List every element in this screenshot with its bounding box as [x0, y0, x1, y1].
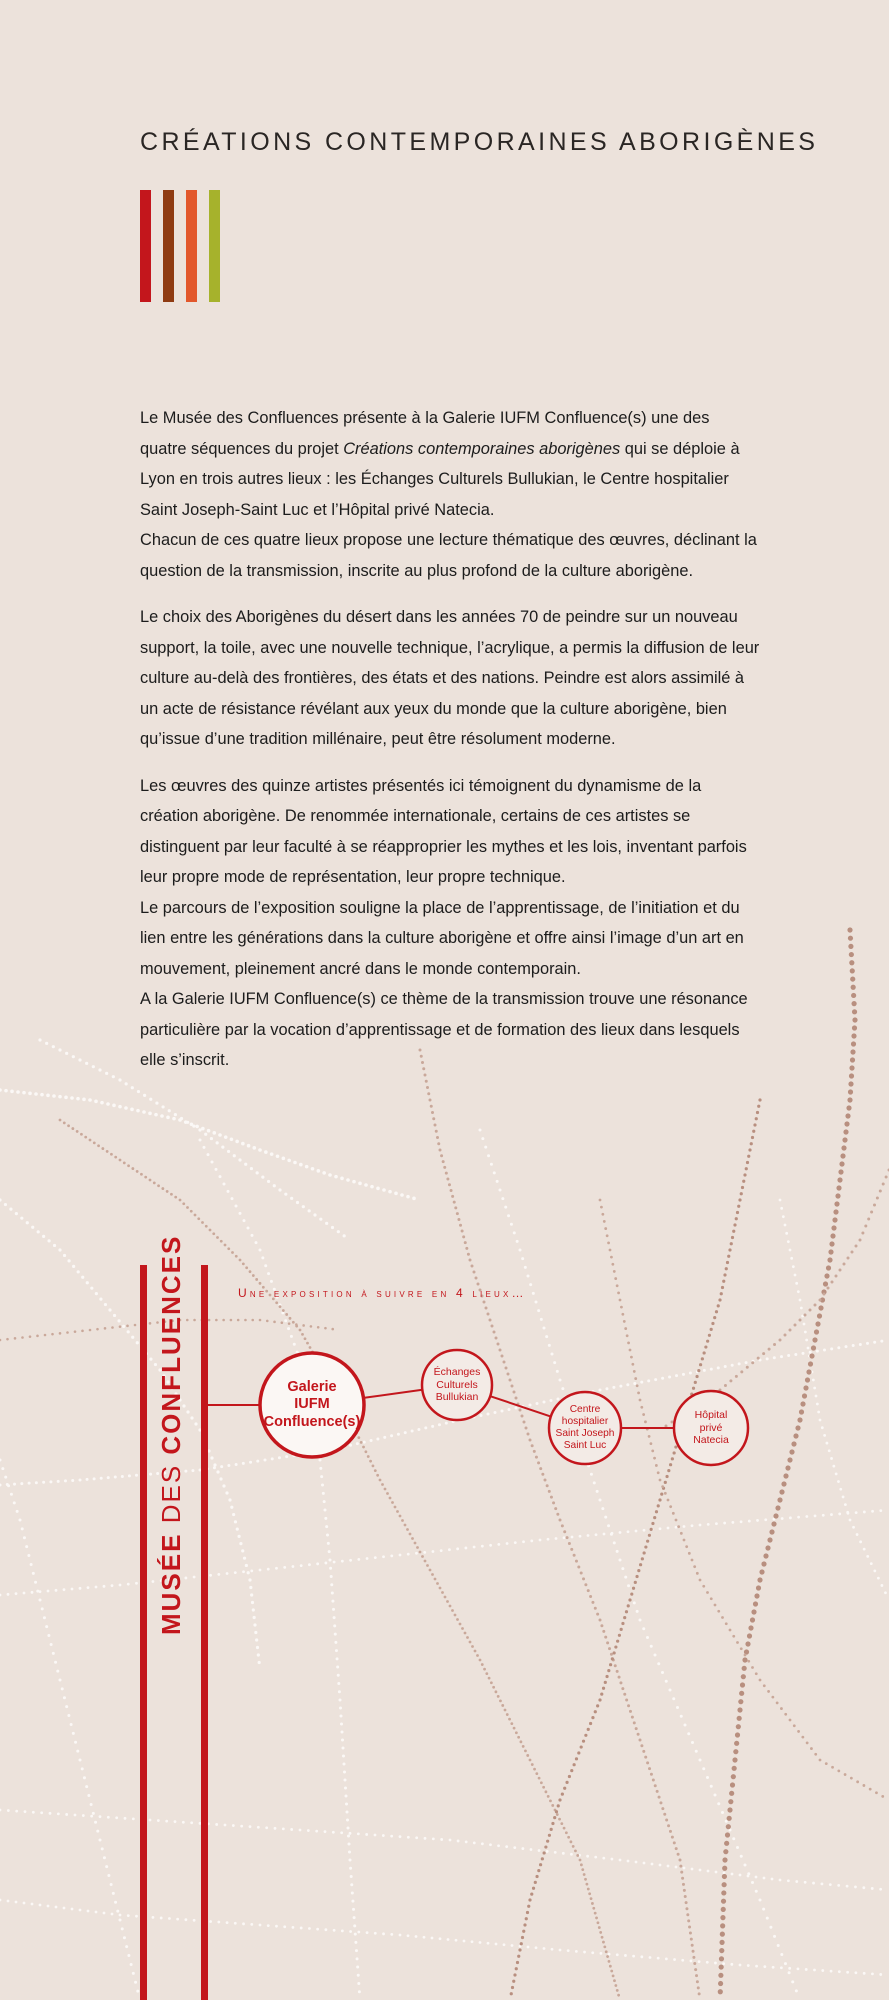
- location-label-centre-hospitalier: Centre hospitalier Saint Joseph Saint Luc: [555, 1403, 615, 1452]
- right-red-bar: [201, 1265, 208, 2000]
- logo-word-musee: MUSÉE: [156, 1532, 186, 1635]
- paragraph-2: Le choix des Aborigènes du désert dans les années 70 de peindre sur un nouveau support, la toile, avec une nouvelle technique, l’acrylique, a permis la diffusion de leur culture au-delà des frontières, des états et des nations. Peindre est alors assimilé à un acte de résistance révélant aux yeux du monde que la culture aborigène, bien qu’issue d’une tradition millénaire, peut être résolument moderne.: [140, 608, 760, 748]
- location-label-bullukian: Échanges Culturels Bullukian: [433, 1366, 481, 1404]
- paragraph-3-part-a: Les œuvres des quinze artistes présentés ici témoignent du dynamisme de la création aborigène. De renommée internationale, certains de ces artistes se distinguent par leur faculté à se réapproprier les mythes et les lois, inventant parfois leur propre mode de représentation, leur propre technique.: [140, 776, 747, 886]
- stripe-orange: [186, 190, 197, 302]
- paragraph-1-part-b: qui se déploie à Lyon en trois autres lieux : les Échanges Culturels Bullukian, le Centre hospitalier Saint Joseph-Saint Luc et l’Hôpital privé Natecia.: [140, 439, 740, 519]
- stripe-green: [209, 190, 220, 302]
- location-label-natecia: Hôpital privé Natecia: [693, 1409, 729, 1447]
- project-title-italic: Créations contemporaines aborigènes: [343, 439, 621, 458]
- logo-word-des: DES: [156, 1463, 186, 1524]
- paragraph-3: [140, 771, 760, 1076]
- stripe-brown: [163, 190, 174, 302]
- intro-text: [140, 403, 760, 1092]
- stripe-red: [140, 190, 151, 302]
- paragraph-1: [140, 403, 760, 586]
- paragraph-1-part-a: Le Musée des Confluences présente à la Galerie IUFM Confluence(s) une des quatre séquences du projet: [140, 409, 710, 458]
- paragraph-3-part-c: A la Galerie IUFM Confluence(s) ce thème de la transmission trouve une résonance particulière par la vocation d’apprentissage et de formation des lieux dans lesquels elle s’inscrit.: [140, 990, 748, 1069]
- connector-line: [364, 1390, 423, 1398]
- paragraph-3-part-b: Le parcours de l’exposition souligne la place de l’apprentissage, de l’initiation et du lien entre les générations dans la culture aborigène et offre ainsi l’image d’un art en mouvement, pleinement ancré dans le monde contemporain.: [140, 898, 744, 978]
- connector-line: [490, 1396, 551, 1416]
- location-label-galerie: Galerie IUFM Confluence(s): [263, 1378, 361, 1430]
- left-red-bar: [140, 1265, 147, 2000]
- page-title: CRÉATIONS CONTEMPORAINES ABORIGÈNES: [140, 128, 819, 156]
- paragraph-1-part-c: Chacun de ces quatre lieux propose une lecture thématique des œuvres, déclinant la question de la transmission, inscrite au plus profond de la culture aborigène.: [140, 531, 757, 580]
- museum-brand-block: [140, 1234, 220, 2000]
- exhibition-heading: Une exposition à suivre en 4 lieux…: [238, 1286, 527, 1300]
- logo-word-confluences: CONFLUENCES: [156, 1234, 186, 1455]
